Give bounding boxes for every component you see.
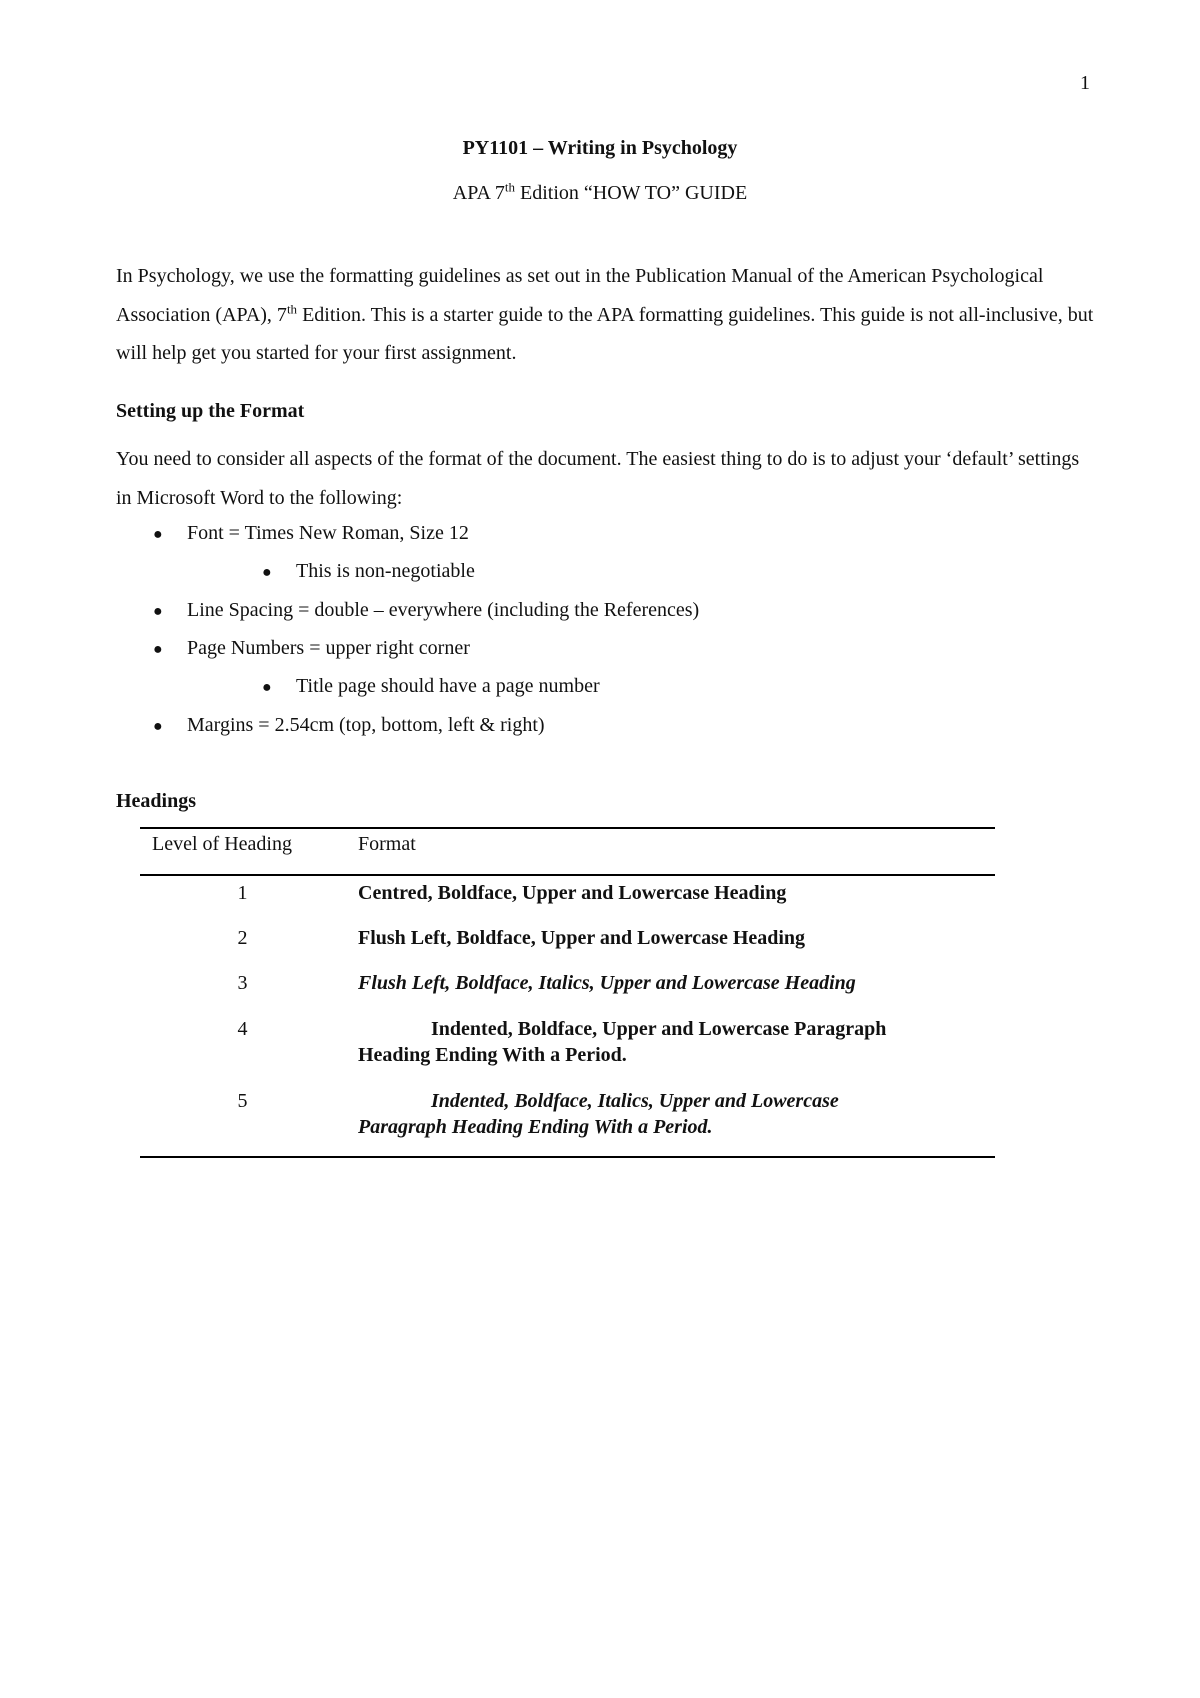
bullet-item [153, 522, 469, 545]
bullet-dot-icon: ● [262, 679, 272, 696]
bullet-item [153, 599, 699, 622]
heading-format-cell [358, 1088, 958, 1140]
intro-superscript: th [286, 300, 298, 316]
format-line-1: Indented, Boldface, Upper and Lowercase Paragraph [431, 1018, 887, 1040]
section-heading-headings: Headings [116, 790, 197, 812]
bullet-dot-icon: ● [153, 641, 163, 658]
bullet-text: Page Numbers = upper right corner [187, 637, 470, 659]
bullet-item [153, 714, 545, 737]
bullet-dot-icon: ● [153, 603, 163, 620]
bullet-dot-icon: ● [262, 564, 272, 581]
intro-part-1: In Psychology, we use the formatting guidelines as set out in the Publication Manual of the American Psychological Association (APA), 7 [116, 265, 1044, 326]
bullet-text: Line Spacing = double – everywhere (including the References) [187, 599, 700, 621]
heading-format-cell: Flush Left, Boldface, Italics, Upper and Lowercase Heading [358, 972, 856, 994]
heading-level-cell: 1 [237, 882, 248, 904]
bullet-text: This is non-negotiable [296, 560, 475, 582]
subtitle-prefix: APA 7 [452, 182, 505, 204]
bullet-dot-icon: ● [153, 718, 163, 735]
column-header-format: Format [358, 833, 416, 855]
document-title: PY1101 – Writing in Psychology [462, 137, 738, 159]
bullet-text: Margins = 2.54cm (top, bottom, left & right) [187, 714, 545, 736]
subtitle-superscript: th [504, 179, 515, 195]
bullet-text: Title page should have a page number [296, 675, 600, 697]
heading-level-cell: 5 [237, 1090, 248, 1112]
format-line-1: Indented, Boldface, Italics, Upper and Lowercase [431, 1090, 839, 1112]
subtitle-suffix: Edition “HOW TO” GUIDE [515, 182, 748, 204]
table-bottom-rule [140, 1156, 995, 1158]
bullet-item [153, 637, 470, 660]
heading-level-cell: 4 [237, 1018, 248, 1040]
column-header-level: Level of Heading [152, 833, 292, 855]
heading-level-cell: 2 [237, 927, 248, 949]
intro-part-2: Edition. This is a starter guide to the APA formatting guidelines. This guide is not all-inclusive, but will help get you started for your first assignment. [116, 303, 1094, 364]
bullet-item [262, 560, 475, 583]
table-header-rule [140, 874, 995, 876]
heading-level-cell: 3 [237, 972, 248, 994]
page-number: 1 [1080, 72, 1090, 94]
format-paragraph: You need to consider all aspects of the format of the document. The easiest thing to do is to adjust your ‘default’ settings in Microsoft Word to the following: [116, 448, 1080, 509]
bullet-text: Font = Times New Roman, Size 12 [187, 522, 469, 544]
section-heading-format: Setting up the Format [116, 400, 305, 422]
bullet-dot-icon: ● [153, 526, 163, 543]
heading-format-cell: Flush Left, Boldface, Upper and Lowercase Heading [358, 927, 806, 949]
heading-format-cell: Centred, Boldface, Upper and Lowercase Heading [358, 882, 787, 904]
format-line-2: Paragraph Heading Ending With a Period. [358, 1116, 713, 1138]
intro-paragraph [116, 257, 1096, 373]
table-top-rule [140, 827, 995, 829]
document-subtitle [0, 179, 1200, 205]
heading-format-cell [358, 1016, 958, 1068]
bullet-item [262, 675, 600, 698]
format-line-2: Heading Ending With a Period. [358, 1044, 627, 1066]
